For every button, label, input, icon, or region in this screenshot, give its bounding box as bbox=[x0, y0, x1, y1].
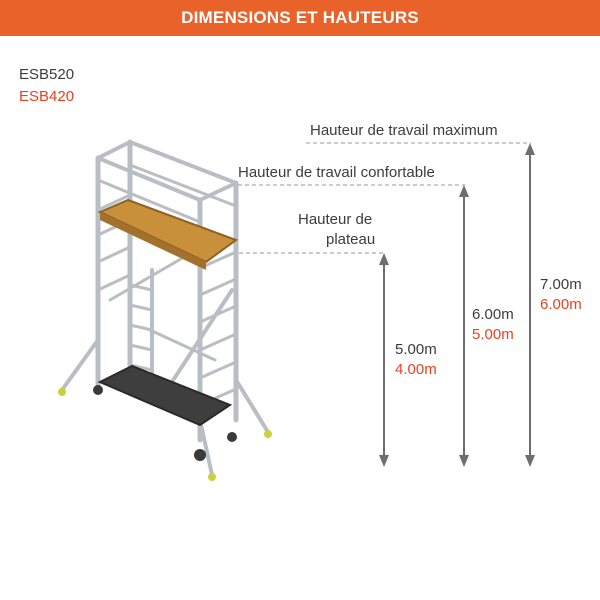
max-height-primary: 7.00m bbox=[540, 276, 582, 293]
model-primary-label: ESB520 bbox=[19, 66, 75, 83]
page-title: DIMENSIONS ET HAUTEURS bbox=[181, 8, 419, 27]
platform-height-label-line2: plateau bbox=[326, 231, 376, 248]
max-height-arrow bbox=[525, 143, 535, 467]
model-secondary-label: ESB420 bbox=[19, 88, 75, 105]
platform-height-arrow bbox=[379, 253, 389, 467]
comfort-height-label: Hauteur de travail confortable bbox=[238, 164, 435, 181]
max-height-label: Hauteur de travail maximum bbox=[310, 122, 498, 139]
platform-height-secondary: 4.00m bbox=[395, 361, 437, 378]
platform-height-label-line1: Hauteur de bbox=[298, 211, 373, 228]
scaffold-illustration bbox=[62, 142, 268, 475]
max-height-secondary: 6.00m bbox=[540, 296, 582, 313]
comfort-height-secondary: 5.00m bbox=[472, 326, 514, 343]
comfort-height-arrow bbox=[459, 185, 469, 467]
platform-height-primary: 5.00m bbox=[395, 341, 437, 358]
comfort-height-primary: 6.00m bbox=[472, 306, 514, 323]
